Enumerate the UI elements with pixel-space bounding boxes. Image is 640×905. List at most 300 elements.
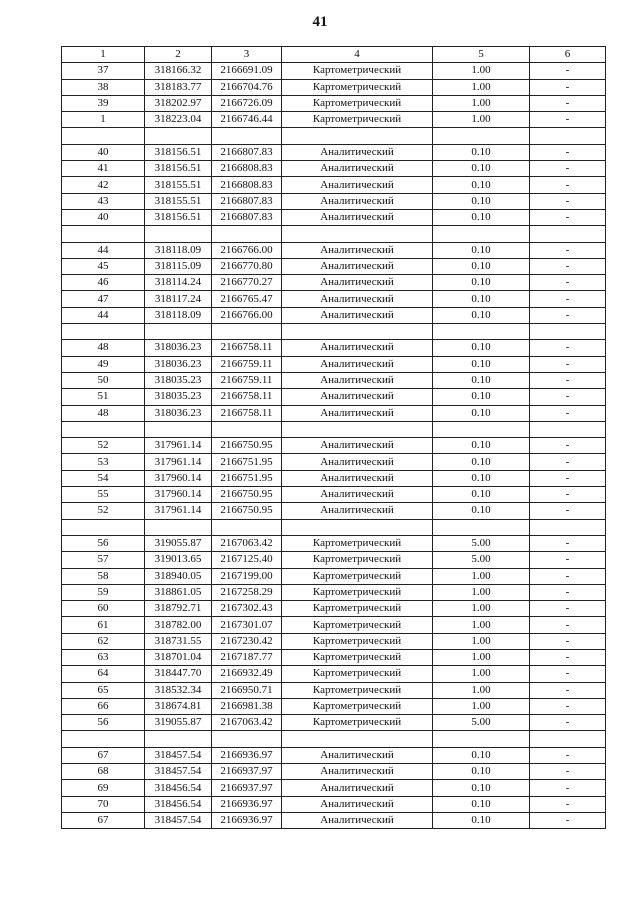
point-number-cell: 42 xyxy=(62,177,145,193)
accuracy-cell: 1.00 xyxy=(433,79,530,95)
method-cell: Аналитический xyxy=(282,405,433,421)
x-coordinate-cell: 318155.51 xyxy=(145,193,212,209)
y-coordinate-cell: 2166765.47 xyxy=(212,291,282,307)
point-number-cell: 70 xyxy=(62,796,145,812)
x-coordinate-cell: 319055.87 xyxy=(145,715,212,731)
x-coordinate-cell: 317960.14 xyxy=(145,487,212,503)
accuracy-cell: 0.10 xyxy=(433,356,530,372)
accuracy-cell: 0.10 xyxy=(433,372,530,388)
x-coordinate-cell: 318447.70 xyxy=(145,666,212,682)
method-cell: Аналитический xyxy=(282,389,433,405)
accuracy-cell: 0.10 xyxy=(433,291,530,307)
note-cell: - xyxy=(530,747,606,763)
y-coordinate-cell: 2167302.43 xyxy=(212,601,282,617)
y-coordinate-cell: 2166936.97 xyxy=(212,747,282,763)
table-row xyxy=(62,764,606,780)
method-cell: Аналитический xyxy=(282,747,433,763)
point-number-cell: 65 xyxy=(62,682,145,698)
empty-cell xyxy=(530,421,606,437)
y-coordinate-cell: 2166766.00 xyxy=(212,242,282,258)
method-cell: Картометрический xyxy=(282,79,433,95)
y-coordinate-cell: 2167258.29 xyxy=(212,584,282,600)
x-coordinate-cell: 318114.24 xyxy=(145,275,212,291)
x-coordinate-cell: 318701.04 xyxy=(145,649,212,665)
method-cell: Картометрический xyxy=(282,649,433,665)
point-number-cell: 57 xyxy=(62,552,145,568)
x-coordinate-cell: 318457.54 xyxy=(145,764,212,780)
note-cell: - xyxy=(530,764,606,780)
empty-cell xyxy=(212,731,282,747)
method-cell: Аналитический xyxy=(282,454,433,470)
y-coordinate-cell: 2166937.97 xyxy=(212,780,282,796)
accuracy-cell: 1.00 xyxy=(433,568,530,584)
empty-cell xyxy=(62,421,145,437)
method-cell: Аналитический xyxy=(282,812,433,828)
x-coordinate-cell: 318782.00 xyxy=(145,617,212,633)
x-coordinate-cell: 318117.24 xyxy=(145,291,212,307)
point-number-cell: 66 xyxy=(62,698,145,714)
point-number-cell: 43 xyxy=(62,193,145,209)
note-cell: - xyxy=(530,63,606,79)
table-row xyxy=(62,177,606,193)
accuracy-cell: 5.00 xyxy=(433,535,530,551)
method-cell: Аналитический xyxy=(282,275,433,291)
note-cell: - xyxy=(530,307,606,323)
method-cell: Картометрический xyxy=(282,715,433,731)
note-cell: - xyxy=(530,356,606,372)
method-cell: Аналитический xyxy=(282,291,433,307)
y-coordinate-cell: 2166759.11 xyxy=(212,372,282,388)
point-number-cell: 68 xyxy=(62,764,145,780)
note-cell: - xyxy=(530,95,606,111)
column-header-4: 4 xyxy=(282,47,433,63)
table-row xyxy=(62,79,606,95)
method-cell: Картометрический xyxy=(282,112,433,128)
empty-cell xyxy=(282,519,433,535)
group-separator-row xyxy=(62,324,606,340)
accuracy-cell: 5.00 xyxy=(433,552,530,568)
accuracy-cell: 0.10 xyxy=(433,454,530,470)
y-coordinate-cell: 2166937.97 xyxy=(212,764,282,780)
accuracy-cell: 1.00 xyxy=(433,63,530,79)
method-cell: Аналитический xyxy=(282,144,433,160)
coordinates-table xyxy=(61,46,606,829)
point-number-cell: 48 xyxy=(62,405,145,421)
y-coordinate-cell: 2166807.83 xyxy=(212,193,282,209)
x-coordinate-cell: 318156.51 xyxy=(145,209,212,225)
table-row xyxy=(62,682,606,698)
y-coordinate-cell: 2166751.95 xyxy=(212,454,282,470)
accuracy-cell: 5.00 xyxy=(433,715,530,731)
y-coordinate-cell: 2166766.00 xyxy=(212,307,282,323)
point-number-cell: 62 xyxy=(62,633,145,649)
empty-cell xyxy=(62,226,145,242)
note-cell: - xyxy=(530,601,606,617)
note-cell: - xyxy=(530,454,606,470)
method-cell: Картометрический xyxy=(282,698,433,714)
method-cell: Аналитический xyxy=(282,796,433,812)
method-cell: Аналитический xyxy=(282,503,433,519)
note-cell: - xyxy=(530,372,606,388)
empty-cell xyxy=(530,128,606,144)
table-row xyxy=(62,780,606,796)
method-cell: Картометрический xyxy=(282,617,433,633)
table-row xyxy=(62,698,606,714)
note-cell: - xyxy=(530,209,606,225)
accuracy-cell: 0.10 xyxy=(433,144,530,160)
y-coordinate-cell: 2166770.27 xyxy=(212,275,282,291)
method-cell: Аналитический xyxy=(282,161,433,177)
method-cell: Аналитический xyxy=(282,438,433,454)
table-row xyxy=(62,617,606,633)
empty-cell xyxy=(145,519,212,535)
table-row xyxy=(62,568,606,584)
note-cell: - xyxy=(530,503,606,519)
note-cell: - xyxy=(530,438,606,454)
x-coordinate-cell: 318166.32 xyxy=(145,63,212,79)
method-cell: Аналитический xyxy=(282,307,433,323)
empty-cell xyxy=(145,731,212,747)
y-coordinate-cell: 2167187.77 xyxy=(212,649,282,665)
table-row xyxy=(62,601,606,617)
table-row xyxy=(62,438,606,454)
table-row xyxy=(62,405,606,421)
note-cell: - xyxy=(530,796,606,812)
x-coordinate-cell: 318457.54 xyxy=(145,812,212,828)
accuracy-cell: 0.10 xyxy=(433,307,530,323)
note-cell: - xyxy=(530,193,606,209)
point-number-cell: 40 xyxy=(62,209,145,225)
note-cell: - xyxy=(530,79,606,95)
method-cell: Аналитический xyxy=(282,340,433,356)
empty-cell xyxy=(212,128,282,144)
method-cell: Картометрический xyxy=(282,568,433,584)
empty-cell xyxy=(212,226,282,242)
point-number-cell: 39 xyxy=(62,95,145,111)
x-coordinate-cell: 317961.14 xyxy=(145,503,212,519)
method-cell: Картометрический xyxy=(282,584,433,600)
y-coordinate-cell: 2166691.09 xyxy=(212,63,282,79)
method-cell: Аналитический xyxy=(282,487,433,503)
table-row xyxy=(62,209,606,225)
point-number-cell: 1 xyxy=(62,112,145,128)
x-coordinate-cell: 318456.54 xyxy=(145,796,212,812)
point-number-cell: 45 xyxy=(62,258,145,274)
x-coordinate-cell: 317961.14 xyxy=(145,454,212,470)
point-number-cell: 46 xyxy=(62,275,145,291)
empty-cell xyxy=(62,519,145,535)
x-coordinate-cell: 318118.09 xyxy=(145,242,212,258)
note-cell: - xyxy=(530,552,606,568)
y-coordinate-cell: 2166750.95 xyxy=(212,503,282,519)
x-coordinate-cell: 318183.77 xyxy=(145,79,212,95)
note-cell: - xyxy=(530,649,606,665)
table-row xyxy=(62,291,606,307)
y-coordinate-cell: 2166750.95 xyxy=(212,487,282,503)
accuracy-cell: 0.10 xyxy=(433,161,530,177)
note-cell: - xyxy=(530,470,606,486)
y-coordinate-cell: 2166751.95 xyxy=(212,470,282,486)
method-cell: Аналитический xyxy=(282,193,433,209)
x-coordinate-cell: 318118.09 xyxy=(145,307,212,323)
table-row xyxy=(62,715,606,731)
point-number-cell: 41 xyxy=(62,161,145,177)
accuracy-cell: 1.00 xyxy=(433,682,530,698)
y-coordinate-cell: 2166746.44 xyxy=(212,112,282,128)
empty-cell xyxy=(145,226,212,242)
method-cell: Аналитический xyxy=(282,177,433,193)
empty-cell xyxy=(62,731,145,747)
table-row xyxy=(62,95,606,111)
method-cell: Картометрический xyxy=(282,552,433,568)
y-coordinate-cell: 2166932.49 xyxy=(212,666,282,682)
x-coordinate-cell: 318115.09 xyxy=(145,258,212,274)
point-number-cell: 48 xyxy=(62,340,145,356)
note-cell: - xyxy=(530,715,606,731)
accuracy-cell: 0.10 xyxy=(433,177,530,193)
table-row xyxy=(62,144,606,160)
y-coordinate-cell: 2167199.00 xyxy=(212,568,282,584)
table-row xyxy=(62,584,606,600)
x-coordinate-cell: 318456.54 xyxy=(145,780,212,796)
method-cell: Картометрический xyxy=(282,682,433,698)
accuracy-cell: 0.10 xyxy=(433,438,530,454)
point-number-cell: 53 xyxy=(62,454,145,470)
y-coordinate-cell: 2166750.95 xyxy=(212,438,282,454)
table-body xyxy=(62,63,606,829)
group-separator-row xyxy=(62,128,606,144)
table-row xyxy=(62,470,606,486)
note-cell: - xyxy=(530,340,606,356)
note-cell: - xyxy=(530,617,606,633)
note-cell: - xyxy=(530,258,606,274)
method-cell: Картометрический xyxy=(282,95,433,111)
column-header-2: 2 xyxy=(145,47,212,63)
empty-cell xyxy=(282,324,433,340)
method-cell: Картометрический xyxy=(282,601,433,617)
x-coordinate-cell: 318036.23 xyxy=(145,405,212,421)
y-coordinate-cell: 2166770.80 xyxy=(212,258,282,274)
note-cell: - xyxy=(530,177,606,193)
x-coordinate-cell: 319055.87 xyxy=(145,535,212,551)
table-row xyxy=(62,389,606,405)
method-cell: Аналитический xyxy=(282,242,433,258)
empty-cell xyxy=(530,324,606,340)
column-header-3: 3 xyxy=(212,47,282,63)
x-coordinate-cell: 319013.65 xyxy=(145,552,212,568)
empty-cell xyxy=(62,324,145,340)
method-cell: Аналитический xyxy=(282,780,433,796)
point-number-cell: 51 xyxy=(62,389,145,405)
empty-cell xyxy=(282,226,433,242)
point-number-cell: 55 xyxy=(62,487,145,503)
empty-cell xyxy=(282,128,433,144)
y-coordinate-cell: 2166758.11 xyxy=(212,340,282,356)
note-cell: - xyxy=(530,242,606,258)
note-cell: - xyxy=(530,812,606,828)
accuracy-cell: 1.00 xyxy=(433,601,530,617)
y-coordinate-cell: 2166936.97 xyxy=(212,812,282,828)
method-cell: Аналитический xyxy=(282,356,433,372)
table-row xyxy=(62,633,606,649)
group-separator-row xyxy=(62,421,606,437)
group-separator-row xyxy=(62,731,606,747)
point-number-cell: 56 xyxy=(62,715,145,731)
table-row xyxy=(62,242,606,258)
y-coordinate-cell: 2167063.42 xyxy=(212,715,282,731)
method-cell: Картометрический xyxy=(282,666,433,682)
table-row xyxy=(62,503,606,519)
accuracy-cell: 0.10 xyxy=(433,747,530,763)
x-coordinate-cell: 318156.51 xyxy=(145,144,212,160)
table-row xyxy=(62,356,606,372)
y-coordinate-cell: 2166808.83 xyxy=(212,177,282,193)
y-coordinate-cell: 2166726.09 xyxy=(212,95,282,111)
x-coordinate-cell: 318532.34 xyxy=(145,682,212,698)
accuracy-cell: 1.00 xyxy=(433,617,530,633)
method-cell: Аналитический xyxy=(282,470,433,486)
note-cell: - xyxy=(530,389,606,405)
empty-cell xyxy=(433,421,530,437)
point-number-cell: 44 xyxy=(62,307,145,323)
note-cell: - xyxy=(530,666,606,682)
accuracy-cell: 0.10 xyxy=(433,812,530,828)
point-number-cell: 37 xyxy=(62,63,145,79)
x-coordinate-cell: 318036.23 xyxy=(145,340,212,356)
note-cell: - xyxy=(530,584,606,600)
table-row xyxy=(62,372,606,388)
empty-cell xyxy=(433,324,530,340)
column-header-5: 5 xyxy=(433,47,530,63)
empty-cell xyxy=(530,519,606,535)
method-cell: Аналитический xyxy=(282,372,433,388)
point-number-cell: 54 xyxy=(62,470,145,486)
note-cell: - xyxy=(530,698,606,714)
x-coordinate-cell: 318861.05 xyxy=(145,584,212,600)
column-header-6: 6 xyxy=(530,47,606,63)
table-row xyxy=(62,258,606,274)
point-number-cell: 67 xyxy=(62,812,145,828)
table-row xyxy=(62,454,606,470)
x-coordinate-cell: 318155.51 xyxy=(145,177,212,193)
point-number-cell: 58 xyxy=(62,568,145,584)
accuracy-cell: 0.10 xyxy=(433,503,530,519)
x-coordinate-cell: 318940.05 xyxy=(145,568,212,584)
method-cell: Картометрический xyxy=(282,633,433,649)
y-coordinate-cell: 2167125.40 xyxy=(212,552,282,568)
x-coordinate-cell: 318731.55 xyxy=(145,633,212,649)
note-cell: - xyxy=(530,112,606,128)
accuracy-cell: 0.10 xyxy=(433,389,530,405)
note-cell: - xyxy=(530,161,606,177)
x-coordinate-cell: 318036.23 xyxy=(145,356,212,372)
point-number-cell: 67 xyxy=(62,747,145,763)
empty-cell xyxy=(282,731,433,747)
table-row xyxy=(62,161,606,177)
accuracy-cell: 0.10 xyxy=(433,487,530,503)
point-number-cell: 56 xyxy=(62,535,145,551)
x-coordinate-cell: 318156.51 xyxy=(145,161,212,177)
note-cell: - xyxy=(530,568,606,584)
column-header-1: 1 xyxy=(62,47,145,63)
method-cell: Картометрический xyxy=(282,535,433,551)
method-cell: Аналитический xyxy=(282,209,433,225)
accuracy-cell: 0.10 xyxy=(433,242,530,258)
y-coordinate-cell: 2166758.11 xyxy=(212,389,282,405)
note-cell: - xyxy=(530,291,606,307)
accuracy-cell: 0.10 xyxy=(433,780,530,796)
empty-cell xyxy=(433,519,530,535)
note-cell: - xyxy=(530,144,606,160)
accuracy-cell: 1.00 xyxy=(433,698,530,714)
x-coordinate-cell: 318035.23 xyxy=(145,372,212,388)
x-coordinate-cell: 318223.04 xyxy=(145,112,212,128)
empty-cell xyxy=(433,226,530,242)
method-cell: Аналитический xyxy=(282,258,433,274)
table-row xyxy=(62,307,606,323)
empty-cell xyxy=(62,128,145,144)
accuracy-cell: 1.00 xyxy=(433,112,530,128)
y-coordinate-cell: 2166950.71 xyxy=(212,682,282,698)
point-number-cell: 47 xyxy=(62,291,145,307)
point-number-cell: 61 xyxy=(62,617,145,633)
y-coordinate-cell: 2167063.42 xyxy=(212,535,282,551)
table-row xyxy=(62,666,606,682)
accuracy-cell: 0.10 xyxy=(433,275,530,291)
empty-cell xyxy=(282,421,433,437)
method-cell: Аналитический xyxy=(282,764,433,780)
y-coordinate-cell: 2167230.42 xyxy=(212,633,282,649)
note-cell: - xyxy=(530,682,606,698)
point-number-cell: 44 xyxy=(62,242,145,258)
point-number-cell: 64 xyxy=(62,666,145,682)
point-number-cell: 40 xyxy=(62,144,145,160)
x-coordinate-cell: 317960.14 xyxy=(145,470,212,486)
y-coordinate-cell: 2166808.83 xyxy=(212,161,282,177)
accuracy-cell: 1.00 xyxy=(433,649,530,665)
accuracy-cell: 1.00 xyxy=(433,666,530,682)
accuracy-cell: 0.10 xyxy=(433,405,530,421)
accuracy-cell: 0.10 xyxy=(433,470,530,486)
empty-cell xyxy=(145,324,212,340)
y-coordinate-cell: 2166759.11 xyxy=(212,356,282,372)
table-row xyxy=(62,63,606,79)
empty-cell xyxy=(530,731,606,747)
empty-cell xyxy=(145,128,212,144)
point-number-cell: 60 xyxy=(62,601,145,617)
y-coordinate-cell: 2166704.76 xyxy=(212,79,282,95)
accuracy-cell: 1.00 xyxy=(433,95,530,111)
note-cell: - xyxy=(530,405,606,421)
point-number-cell: 69 xyxy=(62,780,145,796)
empty-cell xyxy=(433,128,530,144)
y-coordinate-cell: 2167301.07 xyxy=(212,617,282,633)
accuracy-cell: 0.10 xyxy=(433,796,530,812)
group-separator-row xyxy=(62,519,606,535)
accuracy-cell: 0.10 xyxy=(433,340,530,356)
accuracy-cell: 0.10 xyxy=(433,764,530,780)
page-number: 41 xyxy=(312,14,328,30)
note-cell: - xyxy=(530,535,606,551)
x-coordinate-cell: 318457.54 xyxy=(145,747,212,763)
accuracy-cell: 0.10 xyxy=(433,193,530,209)
table-row xyxy=(62,487,606,503)
header-row xyxy=(62,47,606,63)
table-row xyxy=(62,747,606,763)
x-coordinate-cell: 318792.71 xyxy=(145,601,212,617)
table-row xyxy=(62,340,606,356)
x-coordinate-cell: 318674.81 xyxy=(145,698,212,714)
